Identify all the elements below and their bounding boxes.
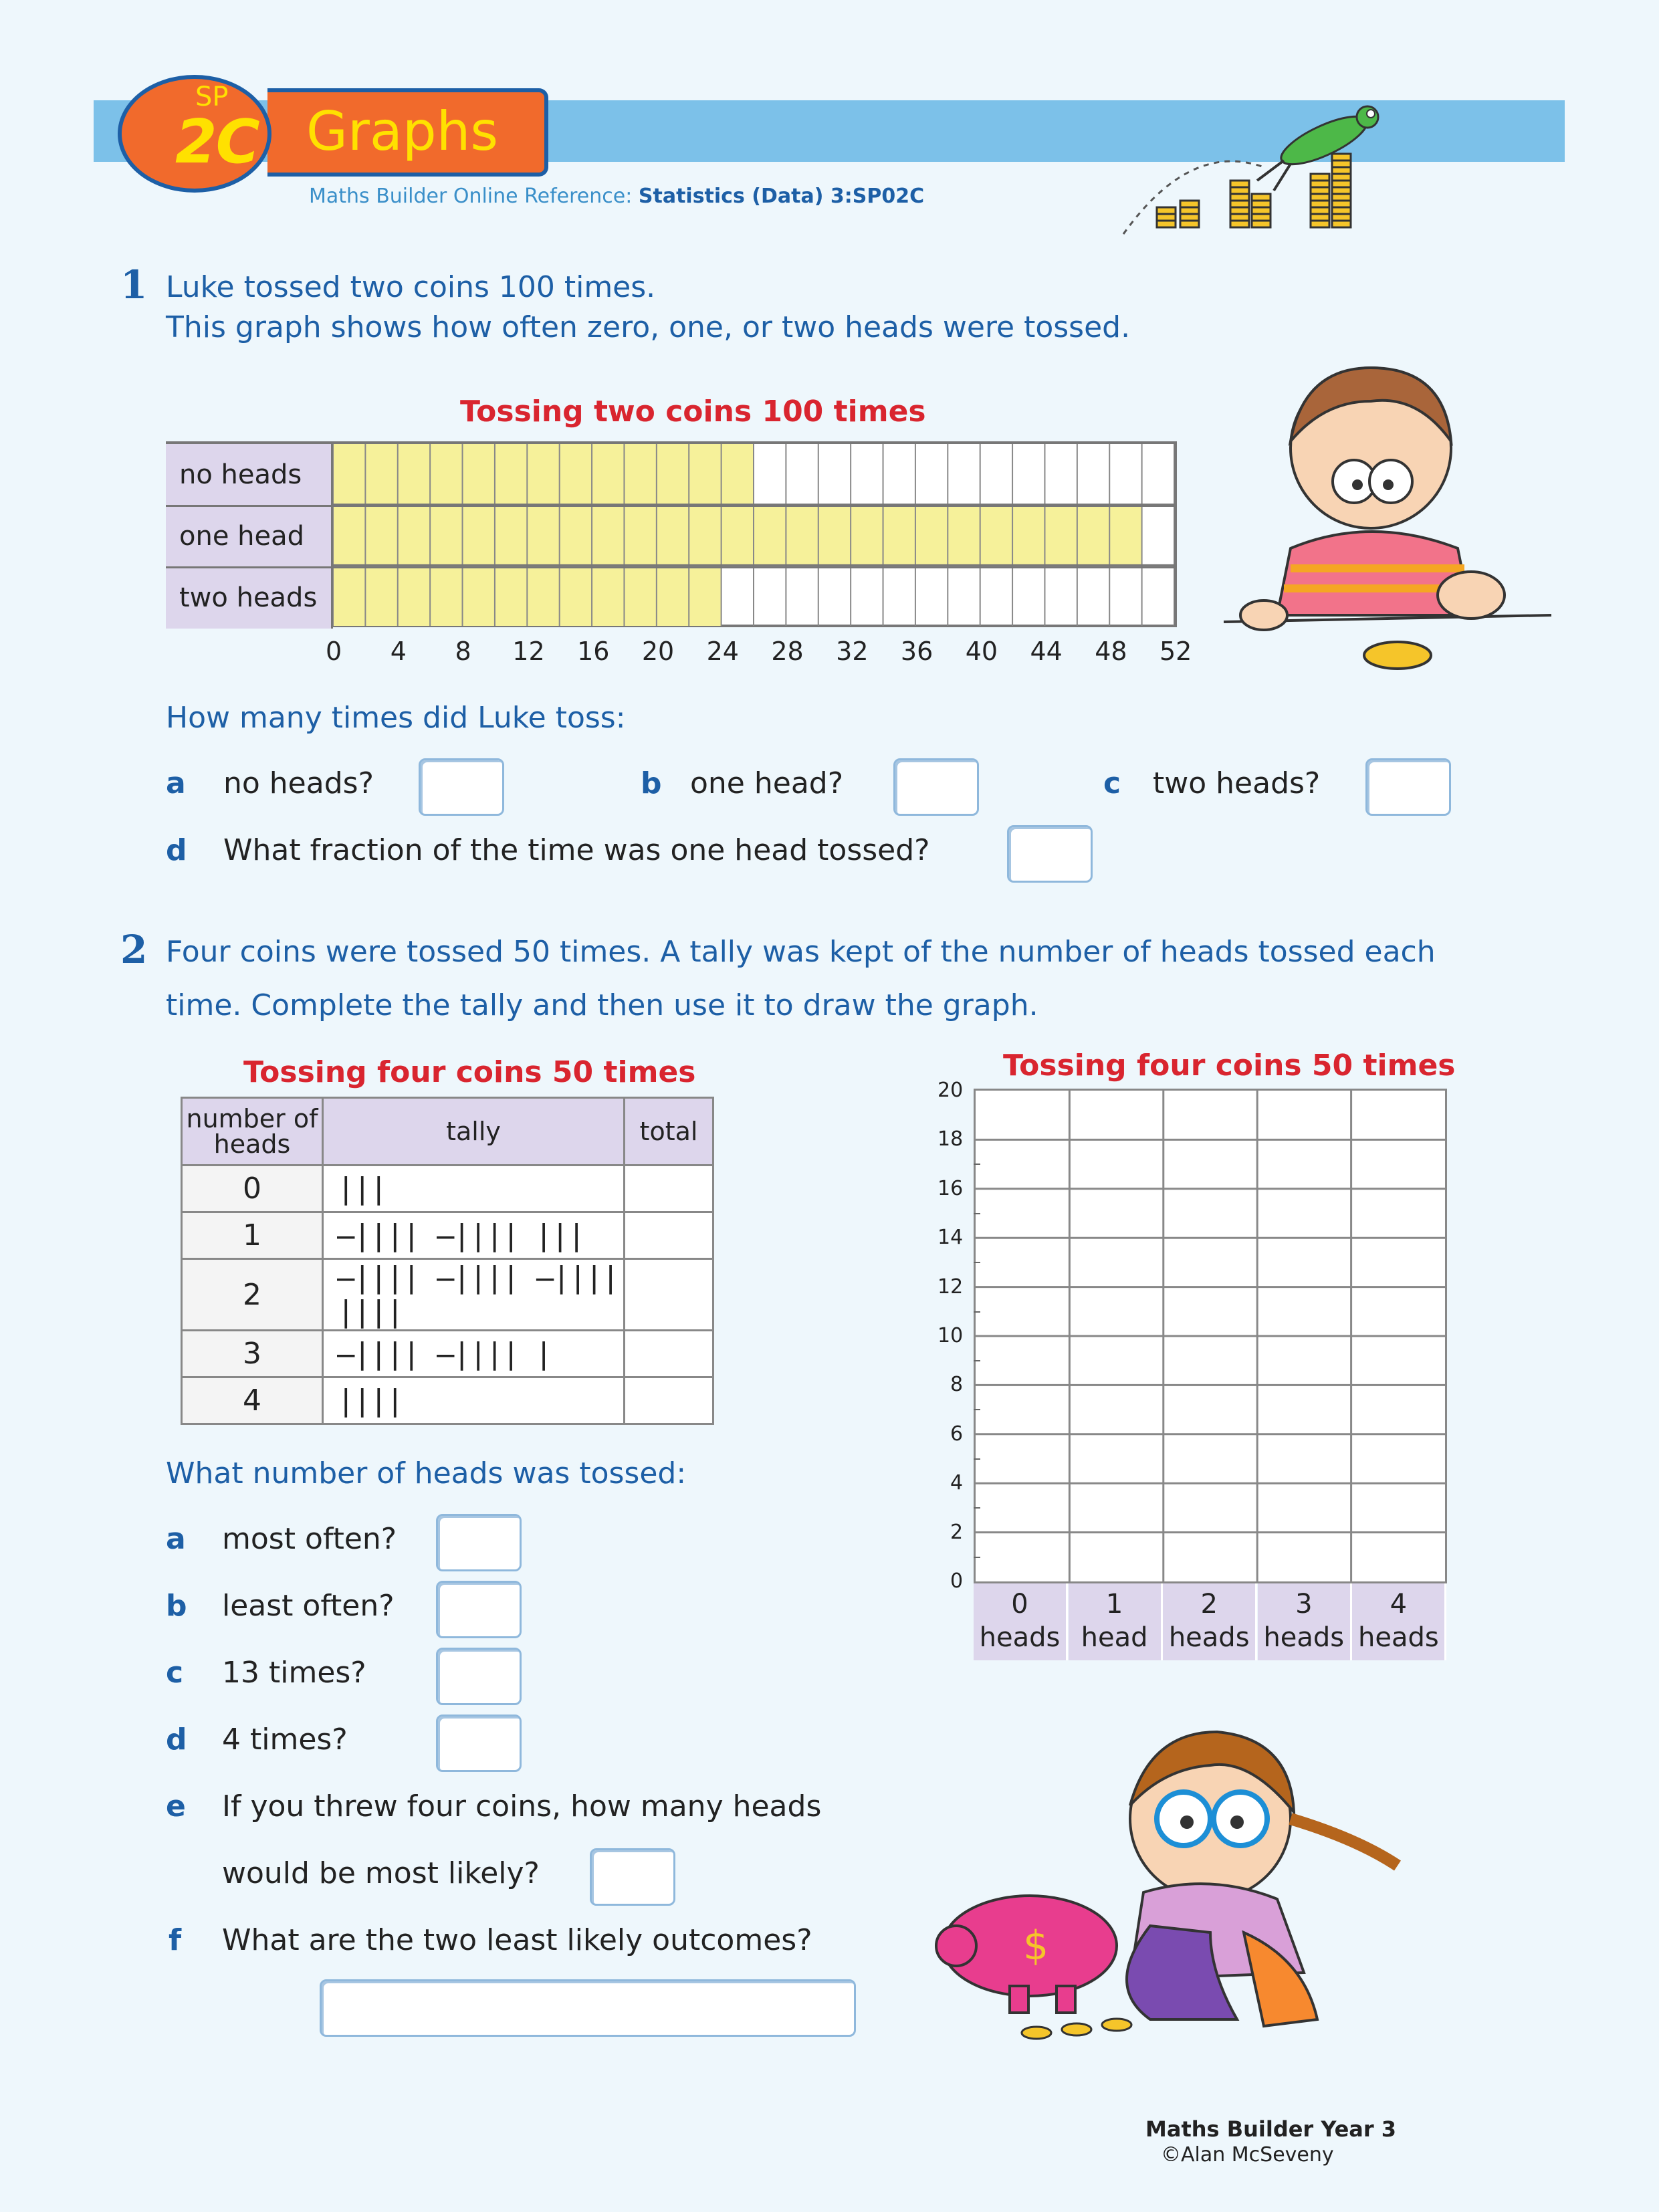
part-question: If you threw four coins, how many heads [222,1789,822,1823]
chart-2-x-tick-word: head [1081,1622,1148,1653]
chart-1-tick-label: 44 [1030,637,1063,666]
question-2-prompt: What number of heads was tossed: [166,1456,687,1490]
chart-2-y-tick-label: 0 [950,1569,964,1593]
chart-2-minor-tick [974,1557,980,1558]
heads-cell: 2 [182,1259,323,1331]
section-code: 2C [175,107,259,177]
boy-illustration [1217,348,1565,675]
chart-1-tick-label: 20 [641,637,675,666]
svg-text:$: $ [1023,1922,1049,1969]
total-cell[interactable] [625,1331,713,1377]
chart-1-tick-label: 16 [577,637,610,666]
chart-2-y-tick-label: 20 [937,1079,964,1102]
chart-2-minor-tick [974,1409,980,1410]
reference-value: Statistics (Data) 3:SP02C [638,185,925,208]
heads-cell: 1 [182,1212,323,1259]
part-label: e [166,1789,186,1823]
chart-2-minor-tick [974,1213,980,1214]
chart-2-minor-tick [974,1311,980,1313]
strand-label: SP [195,82,229,112]
chart-2-minor-tick [974,1458,980,1460]
chart-2-x-category [974,1583,1068,1660]
chart-1-row-divider [166,566,1177,568]
page-title: Graphs [306,100,499,162]
chart-1-tick-label: 4 [390,637,407,666]
chart-1-tick-label: 32 [836,637,869,666]
question-1-number: 1 [120,262,148,308]
chart-2-x-tick-word: heads [979,1622,1061,1653]
part-question: least often? [222,1589,395,1623]
chart-2-title: Tossing four coins 50 times [1003,1048,1456,1083]
chart-1-tick-label: 48 [1095,637,1127,666]
total-cell[interactable] [625,1212,713,1259]
part-label: f [169,1923,182,1957]
part-question: two heads? [1153,766,1321,800]
chart-2-y-tick-label: 18 [937,1127,964,1151]
part-question: What are the two least likely outcomes? [222,1923,812,1957]
tally-header-row [182,1098,713,1166]
chart-2-y-tick-label: 16 [937,1176,964,1200]
chart-2-x-category [1069,1583,1163,1660]
online-reference [309,185,924,208]
heads-cell: 4 [182,1377,323,1424]
chart-2-minor-tick [974,1360,980,1361]
answer-box[interactable] [1365,758,1451,816]
tally-marks: ̶|||| ̶|||| ||| [323,1212,625,1259]
chart-1-bar [333,444,754,505]
chart-1-tick-label: 24 [706,637,739,666]
chart-2-plot [976,1091,1445,1581]
chart-1-tick-label: 36 [900,637,933,666]
answer-box[interactable] [436,1648,522,1705]
chart-2-x-tick-number: 2 [1200,1589,1218,1620]
chart-1-tick-label: 0 [326,637,342,666]
chart-2-x-category [1163,1583,1257,1660]
chart-1-tick-label: 52 [1159,637,1192,666]
heads-cell: 0 [182,1166,323,1212]
chart-2-x-tick-number: 3 [1295,1589,1313,1620]
part-question: What fraction of the time was one head tossed? [223,833,930,867]
coin-icon [1364,642,1431,669]
part-label: b [166,1589,187,1623]
chart-1-tick-label: 28 [771,637,804,666]
tally-header-heads: number of heads [182,1098,323,1166]
question-2-number: 2 [120,927,148,972]
footer-copyright: ©Alan McSeveny [1161,2143,1334,2167]
part-label: a [166,1522,186,1556]
chart-2-x-category [1258,1583,1352,1660]
girl-piggy-bank-illustration [929,1705,1458,2053]
part-question: 4 times? [222,1723,348,1757]
reference-label: Maths Builder Online Reference: [309,185,633,208]
chart-1-row-label: no heads [166,444,333,506]
chart-1-bar [333,505,1142,566]
tally-marks: |||| [323,1377,625,1424]
chart-2-minor-tick [974,1164,980,1165]
tally-marks: ̶|||| ̶|||| ̶|||| |||| [323,1259,625,1331]
tally-title: Tossing four coins 50 times [243,1055,696,1089]
part-label: d [166,1723,187,1757]
chart-2-x-tick-number: 1 [1105,1589,1123,1620]
tally-table [181,1097,714,1425]
chart-2-x-tick-number: 4 [1390,1589,1408,1620]
table-row [182,1331,713,1377]
chart-2-y-tick-label: 8 [950,1373,964,1397]
tally-header-tally: tally [323,1098,625,1166]
chart-1-tick-label: 8 [455,637,471,666]
part-label: d [166,833,187,867]
part-label: c [166,1656,184,1690]
answer-box[interactable] [1007,825,1093,883]
answer-box[interactable] [590,1848,675,1906]
question-2-line-1: Four coins were tossed 50 times. A tally was kept of the number of heads tossed each [166,935,1436,969]
tally-marks: ̶|||| ̶|||| | [323,1331,625,1377]
chart-1-row-divider [166,505,1177,507]
question-2-line-2: time. Complete the tally and then use it to draw the graph. [166,988,1038,1022]
part-question: most often? [222,1522,397,1556]
question-1-prompt: How many times did Luke toss: [166,701,626,735]
chart-1-plot [333,444,1174,626]
tally-marks: ||| [323,1166,625,1212]
table-row [182,1166,713,1212]
part-label: c [1103,766,1121,800]
chart-2-y-tick-label: 12 [937,1275,964,1299]
chart-1-tick-label: 40 [965,637,998,666]
chart-1-row-label: one head [166,506,333,567]
answer-box[interactable] [436,1715,522,1772]
chart-2-y-tick-label: 4 [950,1471,964,1495]
question-1-line-1: Luke tossed two coins 100 times. [166,270,656,304]
table-row [182,1377,713,1424]
answer-box[interactable] [436,1514,522,1571]
footer-book-title: Maths Builder Year 3 [1145,2116,1397,2142]
tally-header-total: total [625,1098,713,1166]
chart-2-x-tick-word: heads [1168,1622,1250,1653]
heads-cell: 3 [182,1331,323,1377]
piggy-bank-icon [936,1896,1117,2013]
part-question-continued: would be most likely? [222,1856,540,1890]
chart-1-tick-label: 12 [512,637,545,666]
part-question: no heads? [223,766,374,800]
answer-box[interactable] [419,758,504,816]
chart-2-x-category [1352,1583,1446,1660]
chart-1-title: Tossing two coins 100 times [460,395,926,429]
chart-2-y-tick-label: 2 [950,1520,964,1544]
chart-2-x-tick-number: 0 [1011,1589,1028,1620]
answer-box[interactable] [893,758,979,816]
total-cell[interactable] [625,1259,713,1331]
answer-box-wide[interactable] [320,1979,856,2037]
answer-box[interactable] [436,1581,522,1638]
table-row [182,1259,713,1331]
frog-coins-illustration [1110,100,1444,254]
chart-2-minor-tick [974,1262,980,1263]
question-1-line-2: This graph shows how often zero, one, or two heads were tossed. [166,310,1131,344]
chart-2-y-tick-label: 10 [937,1324,964,1347]
part-label: b [641,766,662,800]
table-row [182,1212,713,1259]
chart-2-x-tick-word: heads [1358,1622,1439,1653]
total-cell[interactable] [625,1377,713,1424]
chart-2-x-tick-word: heads [1263,1622,1345,1653]
chart-1-row-label: two heads [166,567,333,629]
part-label: a [166,766,186,800]
chart-2-minor-tick [974,1507,980,1509]
chart-2-y-tick-label: 14 [937,1226,964,1250]
part-question: one head? [690,766,844,800]
total-cell[interactable] [625,1166,713,1212]
part-question: 13 times? [222,1656,366,1690]
chart-2-y-tick-label: 6 [950,1422,964,1446]
